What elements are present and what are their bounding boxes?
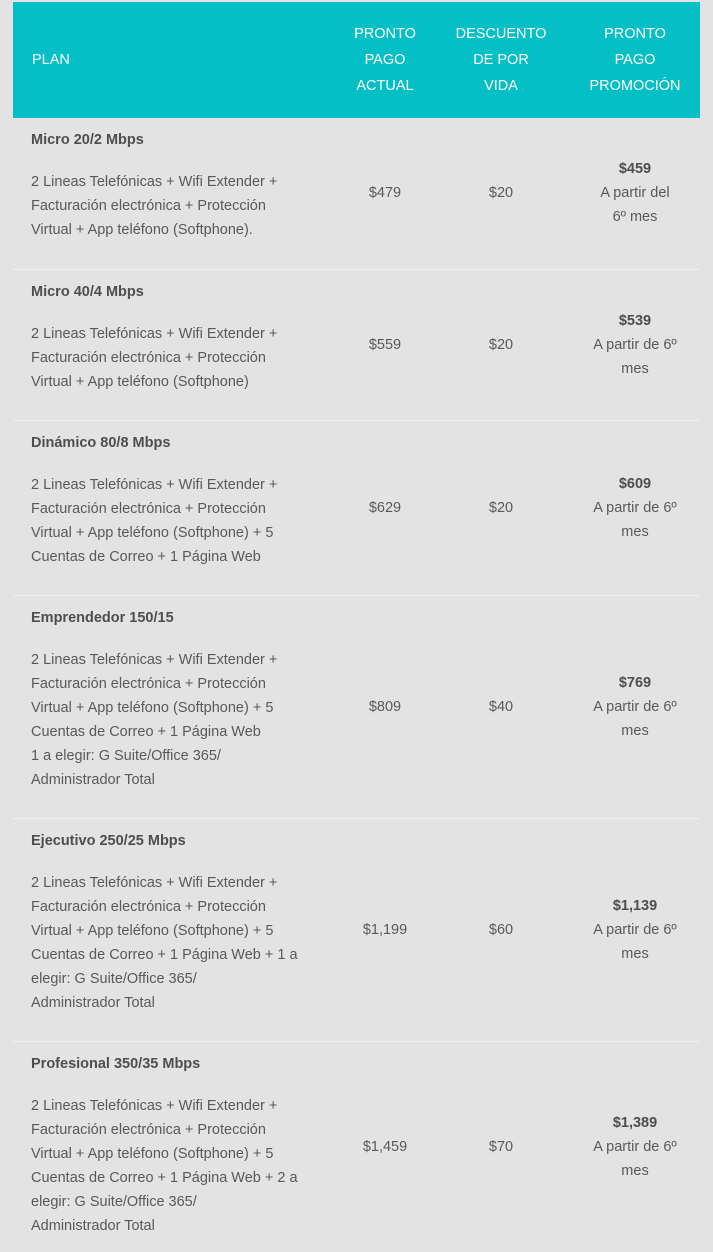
lifetime-discount: $20 <box>432 118 570 269</box>
plan-cell <box>13 595 338 818</box>
lifetime-discount: $20 <box>432 269 570 420</box>
table-row <box>13 269 700 420</box>
promo-price: $1,389 <box>612 1114 658 1131</box>
plan-name: Emprendedor 150/15 <box>31 609 174 626</box>
lifetime-discount: $60 <box>432 818 570 1041</box>
table-header <box>13 2 700 118</box>
plan-description: 2 Lineas Telefónicas + Wifi Extender + Facturación electrónica + Protección Virtual + App teléfono (Softphone) + 5 Cuentas de Correo + 1 Página Web 1 a elegir: G Suite/Office 365/ Administrador Total <box>31 651 278 788</box>
plan-name: Profesional 350/35 Mbps <box>31 1055 201 1072</box>
plan-name: Micro 20/2 Mbps <box>31 132 144 148</box>
plan-description: 2 Lineas Telefónicas + Wifi Extender + Facturación electrónica + Protección Virtual + App teléfono (Softphone) + 5 Cuentas de Correo + 1 Página Web <box>31 476 278 565</box>
plan-cell <box>13 118 338 269</box>
plan-name: Micro 40/4 Mbps <box>31 283 144 300</box>
plan-description: 2 Lineas Telefónicas + Wifi Extender + Facturación electrónica + Protección Virtual + App teléfono (Softphone) <box>31 325 278 390</box>
promo-cell <box>570 818 700 1041</box>
pricing-table <box>13 2 700 1252</box>
plan-cell <box>13 420 338 595</box>
plan-name: Dinámico 80/8 Mbps <box>31 434 171 451</box>
table-row <box>13 1041 700 1252</box>
current-price: $629 <box>338 420 432 595</box>
header-current-price: PRONTO PAGO ACTUAL <box>338 2 432 118</box>
table-row <box>13 595 700 818</box>
plan-cell <box>13 269 338 420</box>
promo-cell <box>570 595 700 818</box>
promo-price: $769 <box>618 674 652 691</box>
current-price: $559 <box>338 269 432 420</box>
promo-cell <box>570 118 700 269</box>
current-price: $1,459 <box>362 1138 408 1155</box>
lifetime-discount: $40 <box>432 595 570 818</box>
header-promo-price: PRONTO PAGO PROMOCIÓN <box>570 2 700 118</box>
promo-price: $609 <box>618 475 652 492</box>
plan-description: 2 Lineas Telefónicas + Wifi Extender + Facturación electrónica + Protección Virtual + App teléfono (Softphone). <box>31 174 278 238</box>
plan-description: 2 Lineas Telefónicas + Wifi Extender + Facturación electrónica + Protección Virtual + App teléfono (Softphone) + 5 Cuentas de Correo + 1 Página Web + 2 a elegir: G Suite/Office 365/ Administrador Total <box>31 1097 298 1234</box>
promo-cell <box>570 269 700 420</box>
plan-cell <box>13 818 338 1041</box>
current-price: $479 <box>338 118 432 269</box>
plan-name: Ejecutivo 250/25 Mbps <box>31 832 186 849</box>
header-plan: PLAN <box>13 2 338 118</box>
table-row <box>13 818 700 1041</box>
header-lifetime-discount: DESCUENTO DE POR VIDA <box>432 2 570 118</box>
plan-description: 2 Lineas Telefónicas + Wifi Extender + Facturación electrónica + Protección Virtual + App teléfono (Softphone) + 5 Cuentas de Correo + 1 Página Web + 1 a elegir: G Suite/Office 365/ Administrador Total <box>31 874 298 1011</box>
pricing-table-container <box>13 2 700 1252</box>
promo-cell <box>570 420 700 595</box>
promo-note: A partir de 6º mes <box>593 921 677 962</box>
promo-note: A partir del 6º mes <box>600 185 670 226</box>
promo-note: A partir de 6º mes <box>593 698 677 739</box>
promo-price: $1,139 <box>612 897 658 914</box>
current-price: $1,199 <box>338 818 432 1041</box>
promo-note: A partir de 6º mes <box>593 499 677 540</box>
table-row <box>13 420 700 595</box>
promo-price: $539 <box>618 312 652 329</box>
promo-note: A partir de 6º mes <box>593 1138 677 1179</box>
lifetime-discount: $70 <box>488 1138 514 1155</box>
table-row <box>13 118 700 269</box>
promo-price: $459 <box>618 161 652 178</box>
current-price: $809 <box>338 595 432 818</box>
lifetime-discount: $20 <box>432 420 570 595</box>
plan-cell <box>13 1041 338 1252</box>
promo-cell <box>570 1041 700 1252</box>
promo-note: A partir de 6º mes <box>593 336 677 377</box>
